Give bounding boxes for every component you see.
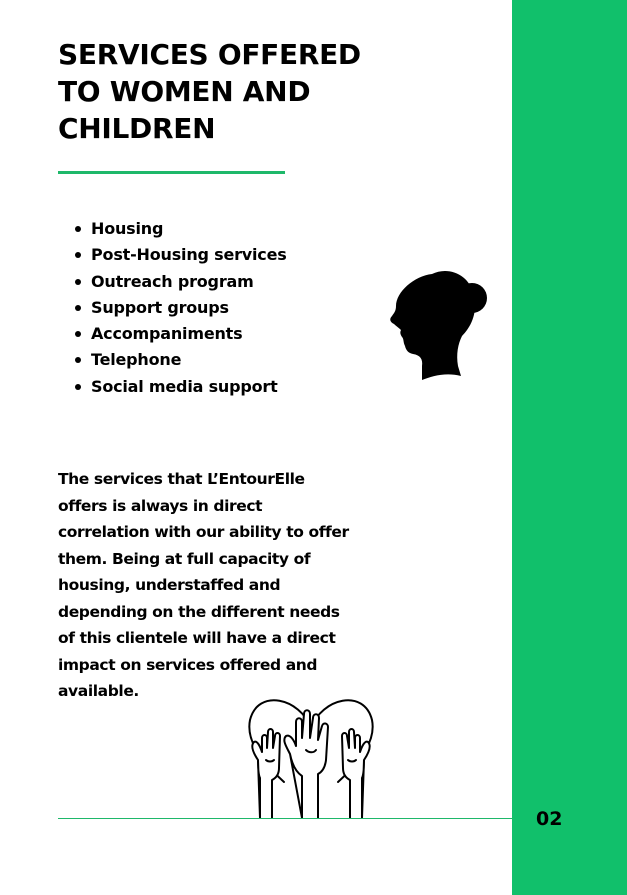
page-title: SERVICES OFFERED TO WOMEN AND CHILDREN [58,38,361,145]
list-item: Post-Housing services [91,242,287,268]
list-item: Outreach program [91,269,287,295]
services-list [60,216,287,400]
woman-silhouette-icon [386,262,490,380]
title-underline [58,171,285,174]
list-item: Accompaniments [91,321,287,347]
page-number: 02 [536,808,563,830]
list-item: Support groups [91,295,287,321]
hands-heart-icon [244,690,378,820]
green-side-band [512,0,627,895]
list-item: Housing [91,216,287,242]
list-item: Telephone [91,347,287,373]
services-description: The services that L’EntourElle offers is always in direct correlation with our ability to offer them. Being at full capacity of housing, understaffed and depending on the different needs of this clientele will have a direct impact on services offered and available. [58,470,349,700]
footer-rule [58,818,513,819]
list-item: Social media support [91,374,287,400]
